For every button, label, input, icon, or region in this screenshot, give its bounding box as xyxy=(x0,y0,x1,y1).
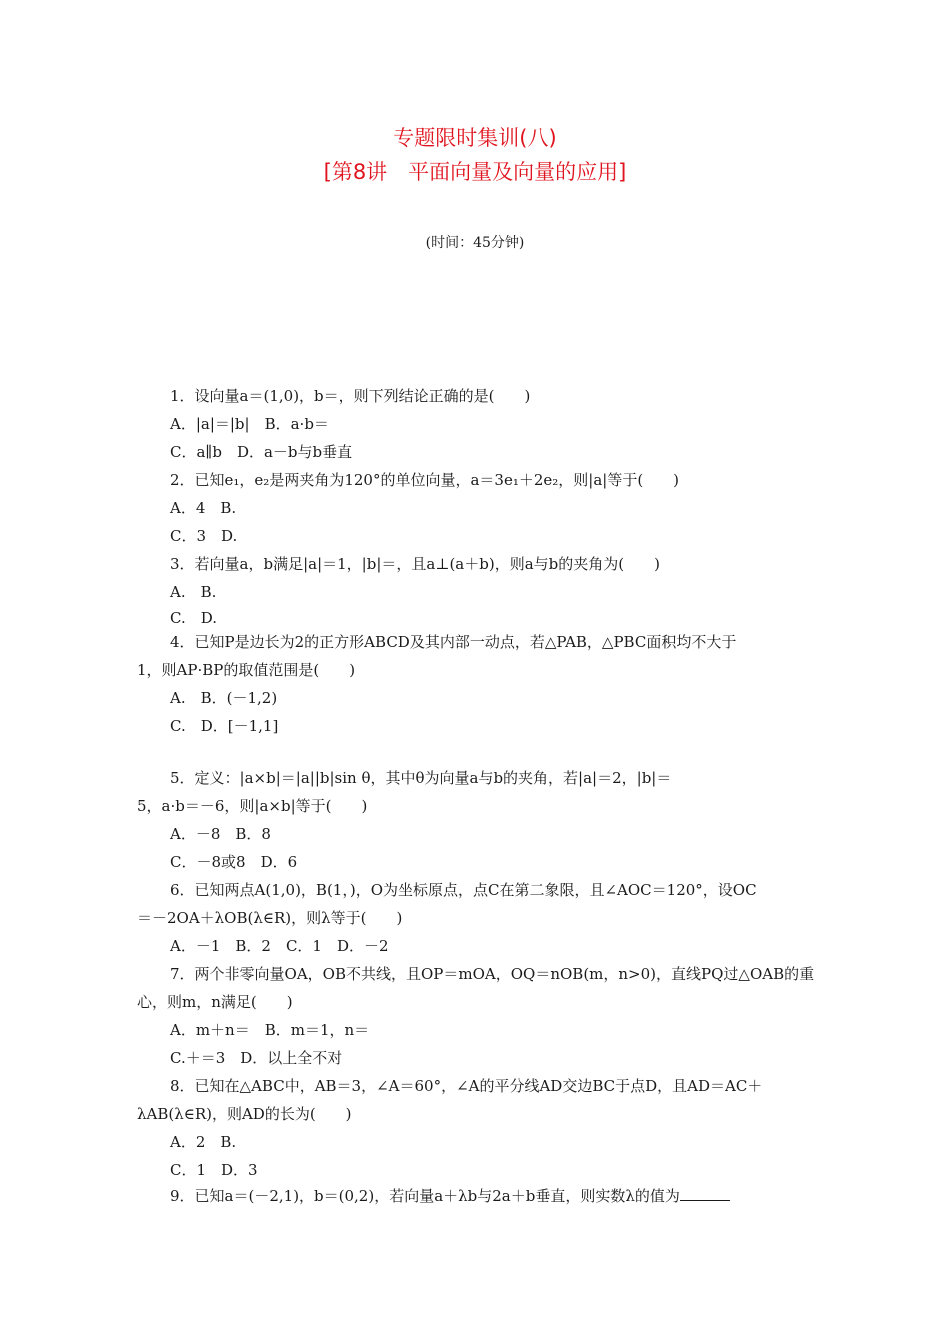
question-text: A．2 B. xyxy=(170,1133,237,1151)
question-text: C．3 D. xyxy=(170,527,238,545)
question-line xyxy=(170,1020,369,1040)
question-line xyxy=(170,688,277,708)
page-title: 专题限时集训(八) xyxy=(393,126,557,150)
question-text: 1．设向量a＝(1,0)，b＝，则下列结论正确的是( ) xyxy=(170,387,531,405)
question-line xyxy=(137,992,293,1012)
question-text: A．－8 B．8 xyxy=(170,825,271,843)
question-text: A. B．(－1,2) xyxy=(170,689,278,707)
question-text: 4．已知P是边长为2的正方形ABCD及其内部一动点，若△PAB，△PBC面积均不大于 xyxy=(170,633,737,651)
question-line xyxy=(170,852,297,872)
question-text: C．a∥b D．a－b与b垂直 xyxy=(170,443,353,461)
question-text: 8．已知在△ABC中，AB＝3，∠A＝60°，∠A的平分线AD交边BC于点D，且AD＝AC＋ xyxy=(170,1077,763,1095)
question-text: C. D．[－1,1] xyxy=(170,717,279,735)
question-text: C．－8或8 D．6 xyxy=(170,853,298,871)
question-line xyxy=(137,908,402,928)
question-line xyxy=(170,964,814,984)
question-text: C．1 D．3 xyxy=(170,1161,258,1179)
page-subtitle: [第8讲 平面向量及向量的应用] xyxy=(323,160,627,184)
question-line xyxy=(170,1076,762,1096)
question-line xyxy=(170,498,236,518)
question-line xyxy=(170,880,757,900)
question-line xyxy=(170,442,352,462)
question-text: 5．定义：|a×b|＝|a||b|sin θ，其中θ为向量a与b的夹角，若|a|＝2，|b|＝ xyxy=(170,769,672,787)
answer-blank[interactable] xyxy=(680,1186,730,1201)
question-text: A．|a|＝|b| B．a·b＝ xyxy=(170,415,329,433)
question-line xyxy=(170,582,216,602)
question-text: A．4 B. xyxy=(170,499,237,517)
question-line xyxy=(170,470,679,490)
question-line xyxy=(170,386,530,406)
question-line xyxy=(137,660,355,680)
question-line xyxy=(170,526,237,546)
question-line xyxy=(170,1160,258,1180)
question-text: 6．已知两点A(1,0)，B(1，)，O为坐标原点，点C在第二象限，且∠AOC＝120°，设OC xyxy=(170,881,757,899)
question-line xyxy=(137,1104,352,1124)
question-line xyxy=(170,1048,342,1068)
question-text: 1，则AP·BP的取值范围是( ) xyxy=(137,661,356,679)
question-text: ＝－2OA＋λOB(λ∈R)，则λ等于( ) xyxy=(137,909,403,927)
question-text: 2．已知e₁，e₂是两夹角为120°的单位向量，a＝3e₁＋2e₂，则|a|等于( ) xyxy=(170,471,680,489)
question-text: A. B. xyxy=(170,583,217,601)
question-line xyxy=(170,554,660,574)
question-line xyxy=(170,824,271,844)
question-line xyxy=(170,414,329,434)
question-text: 7．两个非零向量OA，OB不共线，且OP＝mOA，OQ＝nOB(m，n>0)，直线PQ过△OAB的重 xyxy=(170,965,815,983)
question-text: 心，则m，n满足( ) xyxy=(137,993,293,1011)
question-line xyxy=(170,1186,730,1206)
time-limit: (时间：45分钟) xyxy=(425,235,525,251)
question-text: A．m＋n＝ B．m＝1，n＝ xyxy=(170,1021,370,1039)
question-line xyxy=(170,936,389,956)
question-line xyxy=(170,716,278,736)
question-line xyxy=(137,796,367,816)
question-text: 9．已知a＝(－2,1)，b＝(0,2)，若向量a＋λb与2a＋b垂直，则实数λ的值为 xyxy=(170,1187,680,1205)
question-line xyxy=(170,632,736,652)
question-text: C.＋＝3 D．以上全不对 xyxy=(170,1049,343,1067)
question-text: λAB(λ∈R)，则AD的长为( ) xyxy=(137,1105,352,1123)
question-line xyxy=(170,1132,236,1152)
question-text: C. D. xyxy=(170,609,217,627)
question-line xyxy=(170,608,217,628)
question-text: 5，a·b＝－6，则|a×b|等于( ) xyxy=(137,797,368,815)
question-text: 3．若向量a，b满足|a|＝1，|b|＝，且a⊥(a＋b)，则a与b的夹角为( ) xyxy=(170,555,660,573)
question-text: A．－1 B．2 C．1 D．－2 xyxy=(170,937,389,955)
question-line xyxy=(170,768,671,788)
